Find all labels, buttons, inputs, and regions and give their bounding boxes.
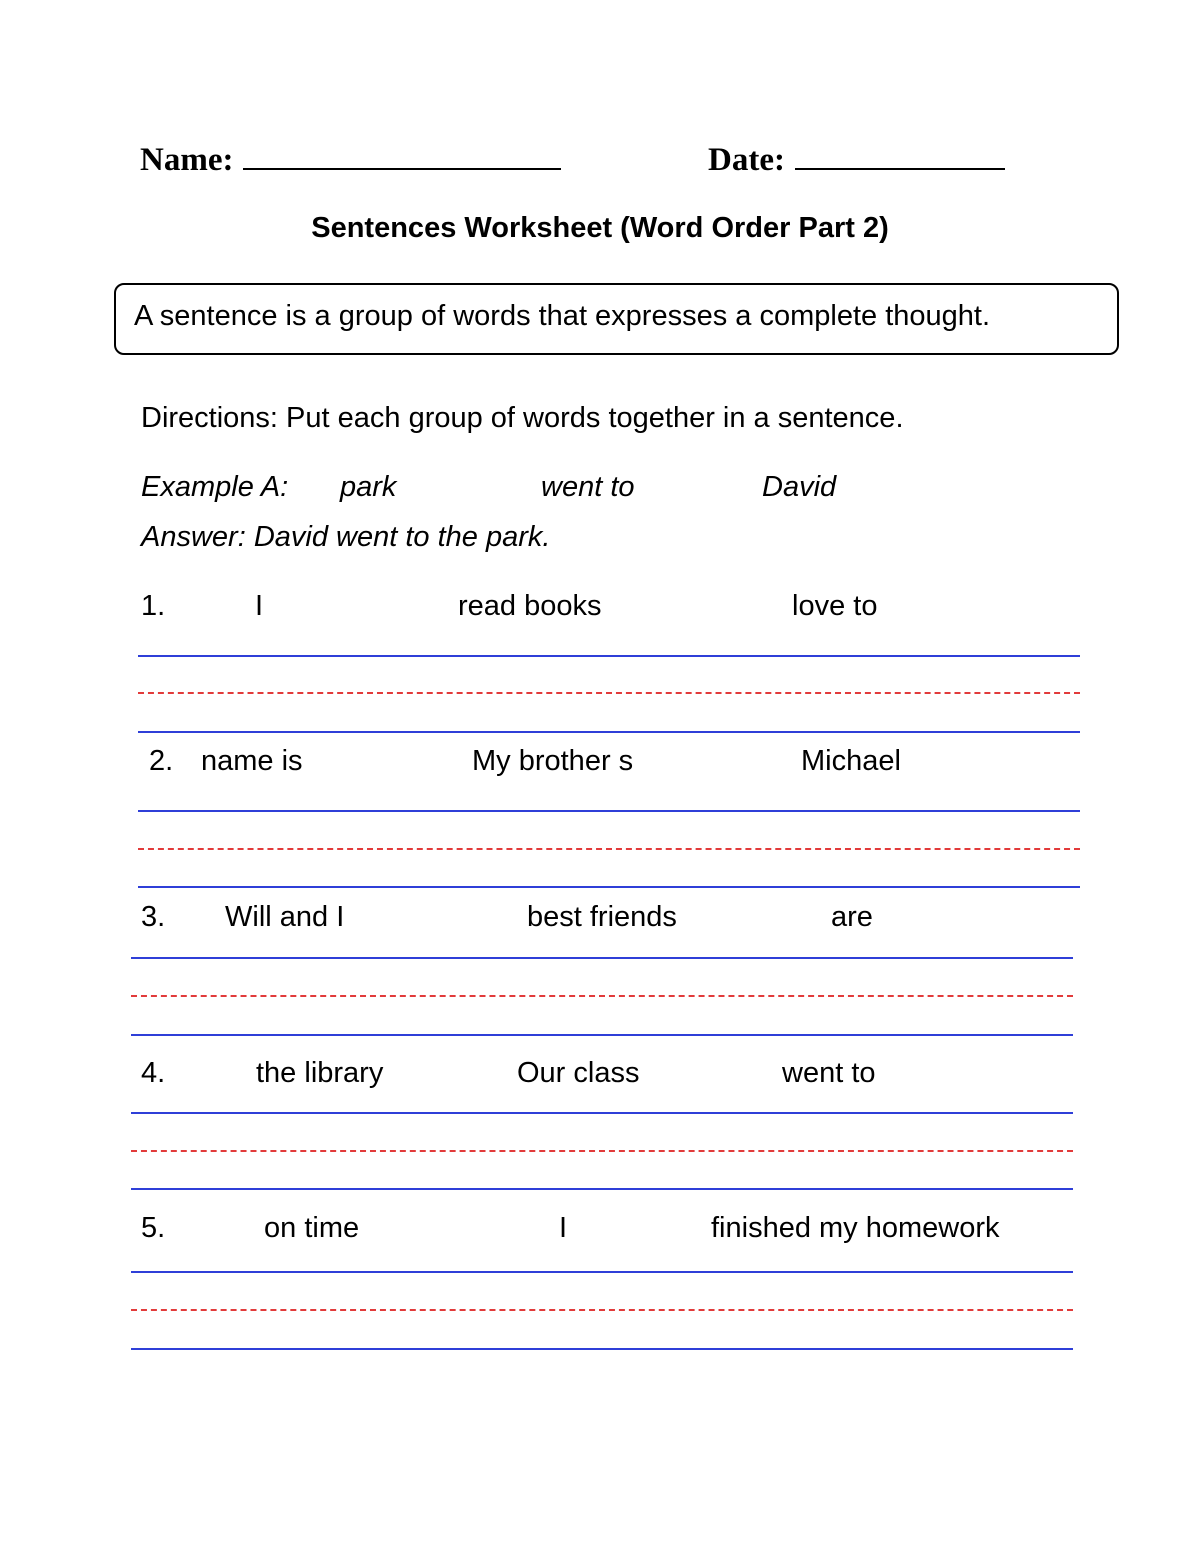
name-label: Name:: [140, 142, 234, 178]
example-word: park: [340, 471, 397, 503]
writing-mid-line[interactable]: [138, 848, 1080, 850]
item-word: I: [559, 1212, 568, 1244]
name-field: [140, 142, 561, 179]
item-word: love to: [792, 590, 878, 622]
item-number: 2.: [149, 745, 174, 777]
date-blank-line[interactable]: [795, 142, 1005, 170]
writing-top-line[interactable]: [131, 1271, 1073, 1273]
item-word: finished my homework: [711, 1212, 1000, 1244]
item-word: My brother s: [472, 745, 634, 777]
item-number: 4.: [141, 1057, 166, 1089]
writing-base-line[interactable]: [131, 1348, 1073, 1350]
definition-text: A sentence is a group of words that expresses a complete thought.: [134, 300, 991, 332]
example-label: Example A:: [141, 471, 289, 503]
name-blank-line[interactable]: [243, 142, 561, 170]
writing-mid-line[interactable]: [131, 1150, 1073, 1152]
item-word: best friends: [527, 901, 677, 933]
writing-base-line[interactable]: [138, 886, 1080, 888]
writing-mid-line[interactable]: [138, 692, 1080, 694]
item-word: Will and I: [225, 901, 345, 933]
item-number: 3.: [141, 901, 166, 933]
item-word: Michael: [801, 745, 901, 777]
date-label: Date:: [708, 142, 785, 178]
item-word: the library: [256, 1057, 384, 1089]
example-word: David: [762, 471, 837, 503]
date-field: [708, 142, 1005, 179]
example-word: went to: [541, 471, 635, 503]
writing-top-line[interactable]: [138, 655, 1080, 657]
writing-top-line[interactable]: [138, 810, 1080, 812]
item-word: Our class: [517, 1057, 640, 1089]
item-word: went to: [782, 1057, 876, 1089]
definition-box: [114, 283, 1119, 355]
worksheet-title: Sentences Worksheet (Word Order Part 2): [311, 212, 889, 244]
writing-top-line[interactable]: [131, 1112, 1073, 1114]
example-answer: Answer: David went to the park.: [141, 521, 551, 553]
item-word: on time: [264, 1212, 360, 1244]
writing-mid-line[interactable]: [131, 1309, 1073, 1311]
item-word: read books: [458, 590, 602, 622]
item-word: I: [255, 590, 264, 622]
item-number: 1.: [141, 590, 166, 622]
item-word: are: [831, 901, 873, 933]
writing-base-line[interactable]: [131, 1034, 1073, 1036]
directions-text: Directions: Put each group of words together in a sentence.: [141, 402, 904, 434]
item-number: 5.: [141, 1212, 166, 1244]
item-word: name is: [201, 745, 303, 777]
writing-mid-line[interactable]: [131, 995, 1073, 997]
writing-base-line[interactable]: [131, 1188, 1073, 1190]
writing-top-line[interactable]: [131, 957, 1073, 959]
writing-base-line[interactable]: [138, 731, 1080, 733]
